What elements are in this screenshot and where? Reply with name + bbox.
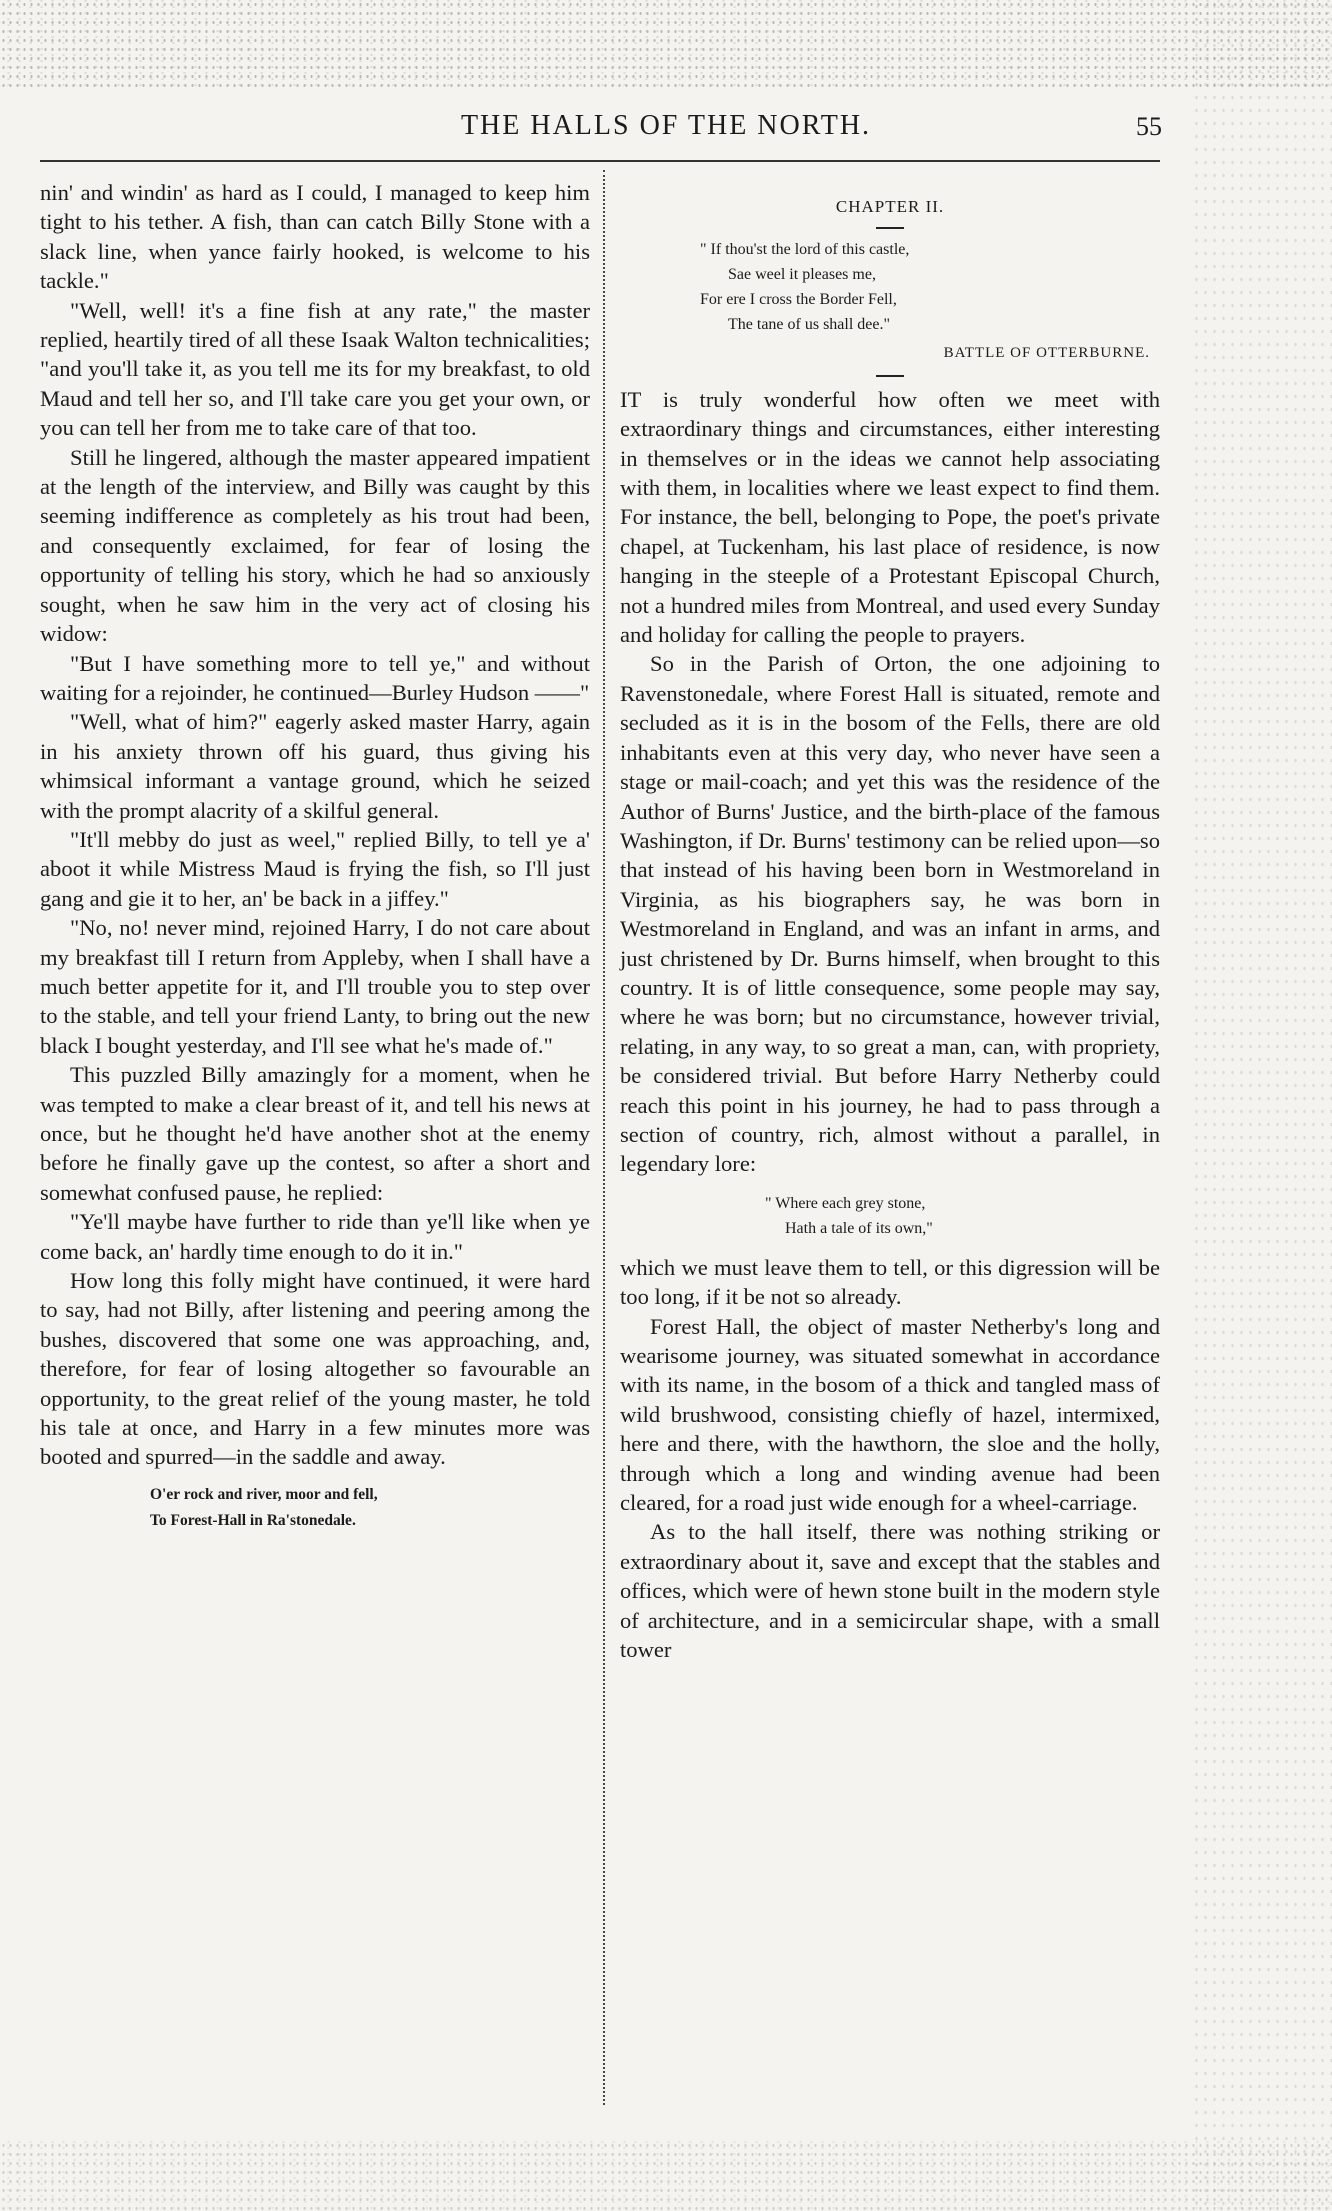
epigraph-line: The tane of us shall dee.": [728, 316, 891, 334]
epigraph-attribution: BATTLE OF OTTERBURNE.: [943, 345, 1150, 362]
page-title: THE HALLS OF THE NORTH.: [460, 110, 872, 141]
paragraph: "But I have something more to tell ye," and without waiting for a rejoinder, he continued—Burley Hudson ——": [40, 650, 590, 705]
paragraph: "Ye'll maybe have further to ride than ye'll like when ye come back, an' hardly time enough to do it in.": [40, 1209, 590, 1264]
paragraph: "It'll mebby do just as weel," replied Billy, to tell ye a' aboot it while Mistress Maud is frying the fish, so I'll just gang and gie it to her, an' be back in a jiffey.": [40, 826, 590, 911]
quote-line: Hath a tale of its own,": [785, 1219, 933, 1237]
right-edge-noise: [1192, 0, 1332, 2211]
header-rule: [40, 160, 1160, 162]
paragraph: So in the Parish of Orton, the one adjoining to Ravenstonedale, where Forest Hall is situated, remote and secluded as it is in the bosom of the Fells, there are old inhabitants even at this very day, who never have seen a stage or mail-coach; and yet this was the residence of the Author of Burns' Justice, and the birth-place of the famous Washington, if Dr. Burns' testimony can be relied upon—so that instead of his having been born in Westmoreland in Virginia, as his biographers say, he was born in Westmoreland in England, and was an infant in arms, and just christened by Dr. Burns himself, when brought to this country. It is of little consequence, some people may say, where he was born; but no circumstance, however trivial, relating, in any way, to so great a man, can, with propriety, be considered trivial. But before Harry Netherby could reach this point in his journey, he had to pass through a section of country, rich, almost without a parallel, in legendary lore:: [620, 651, 1160, 1177]
page-number: 55: [1136, 112, 1162, 141]
epigraph-line: For ere I cross the Border Fell,: [700, 291, 897, 309]
epigraph-line: " If thou'st the lord of this castle,: [700, 241, 910, 259]
verse-line: To Forest-Hall in Ra'stonedale.: [150, 1511, 356, 1529]
chapter-dash: [876, 227, 904, 229]
paragraph: "Well, well! it's a fine fish at any rate," the master replied, heartily tired of all these Isaak Walton technicalities; "and you'll take it, as you tell me its for my breakfast, to old Maud and tell her so, and I'll take care you get your own, or you can tell her from me to take care of that too.: [40, 297, 590, 441]
paragraph: [620, 385, 1160, 650]
running-head: [0, 110, 1332, 150]
paragraph: Still he lingered, although the master appeared impatient at the length of the interview, and Billy was caught by this seeming indifference as completely as his trout had been, and consequently exclaimed, for fear of losing the opportunity of telling his story, which he had so anxiously sought, when he saw him in the very act of closing his widow:: [40, 444, 590, 647]
paragraph: Forest Hall, the object of master Netherby's long and wearisome journey, was situated somewhat in accordance with its name, in the bosom of a thick and tangled mass of wild brushwood, consisting chiefly of hazel, intermixed, here and there, with the hawthorn, the sloe and the holly, through which a long and winding avenue had been cleared, for a road just wide enough for a wheel-carriage.: [620, 1313, 1160, 1516]
left-column: [40, 178, 590, 1544]
paragraph-text: is truly wonderful how often we meet with extraordinary things and circumstances, either interesting in themselves or in the ideas we cannot help associating with them, in localities where we least expect to find them. For instance, the bell, belonging to Pope, the poet's private chapel, at Tuckenham, his last place of residence, is now hanging in the steeple of a Protestant Episcopal Church, not a hundred miles from Montreal, and used every Sunday and holiday for calling the people to prayers.: [620, 386, 1160, 648]
paragraph: This puzzled Billy amazingly for a moment, when he was tempted to make a clear breast of it, and tell his news at once, but he thought he'd have another shot at the enemy before he finally gave up the contest, so after a short and somewhat confused pause, he replied:: [40, 1062, 590, 1205]
chapter-heading: CHAPTER II.: [835, 197, 945, 216]
quote-line: " Where each grey stone,: [765, 1194, 926, 1212]
epigraph-line: Sae weel it pleases me,: [728, 266, 876, 284]
bottom-noise: [0, 2141, 1332, 2211]
column-divider: [603, 170, 605, 2105]
verse-line: O'er rock and river, moor and fell,: [150, 1485, 378, 1503]
paragraph: "Well, what of him?" eagerly asked master Harry, again in his anxiety thrown off his guard, thus giving his whimsical informant a vantage ground, which he seized with the prompt alacrity of a skilful general.: [40, 709, 590, 823]
epigraph-dash: [876, 375, 904, 377]
right-column: [620, 178, 1160, 1664]
paragraph: As to the hall itself, there was nothing striking or extraordinary about it, save and except that the stables and offices, which were of hewn stone built in the modern style of architecture, and in a semicircular shape, with a small tower: [620, 1519, 1160, 1663]
top-noise: [0, 0, 1332, 90]
epigraph: [700, 237, 1160, 337]
paragraph: "No, no! never mind, rejoined Harry, I do not care about my breakfast till I return from Appleby, when I shall have a much better appetite for it, and I'll trouble you to step over to the stable, and tell your friend Lanty, to bring out the new black I bought yesterday, and I'll see what he's made of.": [40, 915, 590, 1058]
paragraph: How long this folly might have continued, it were hard to say, had not Billy, after listening and peering among the bushes, discovered that some one was approaching, and, therefore, for fear of losing altogether so favourable an opportunity, to the great relief of the young master, he told his tale at once, and Harry in a few minutes more was booted and spurred—in the saddle and away.: [40, 1268, 590, 1470]
paragraph: which we must leave them to tell, or this digression will be too long, if it be not so already.: [620, 1254, 1160, 1310]
verse-couplet: [150, 1482, 590, 1534]
quotation: [765, 1191, 1160, 1241]
drop-word: IT: [620, 386, 642, 412]
paragraph: nin' and windin' as hard as I could, I managed to keep him tight to his tether. A fish, than can catch Billy Stone with a slack line, when yance fairly hooked, is welcome to his tackle.": [40, 180, 590, 294]
